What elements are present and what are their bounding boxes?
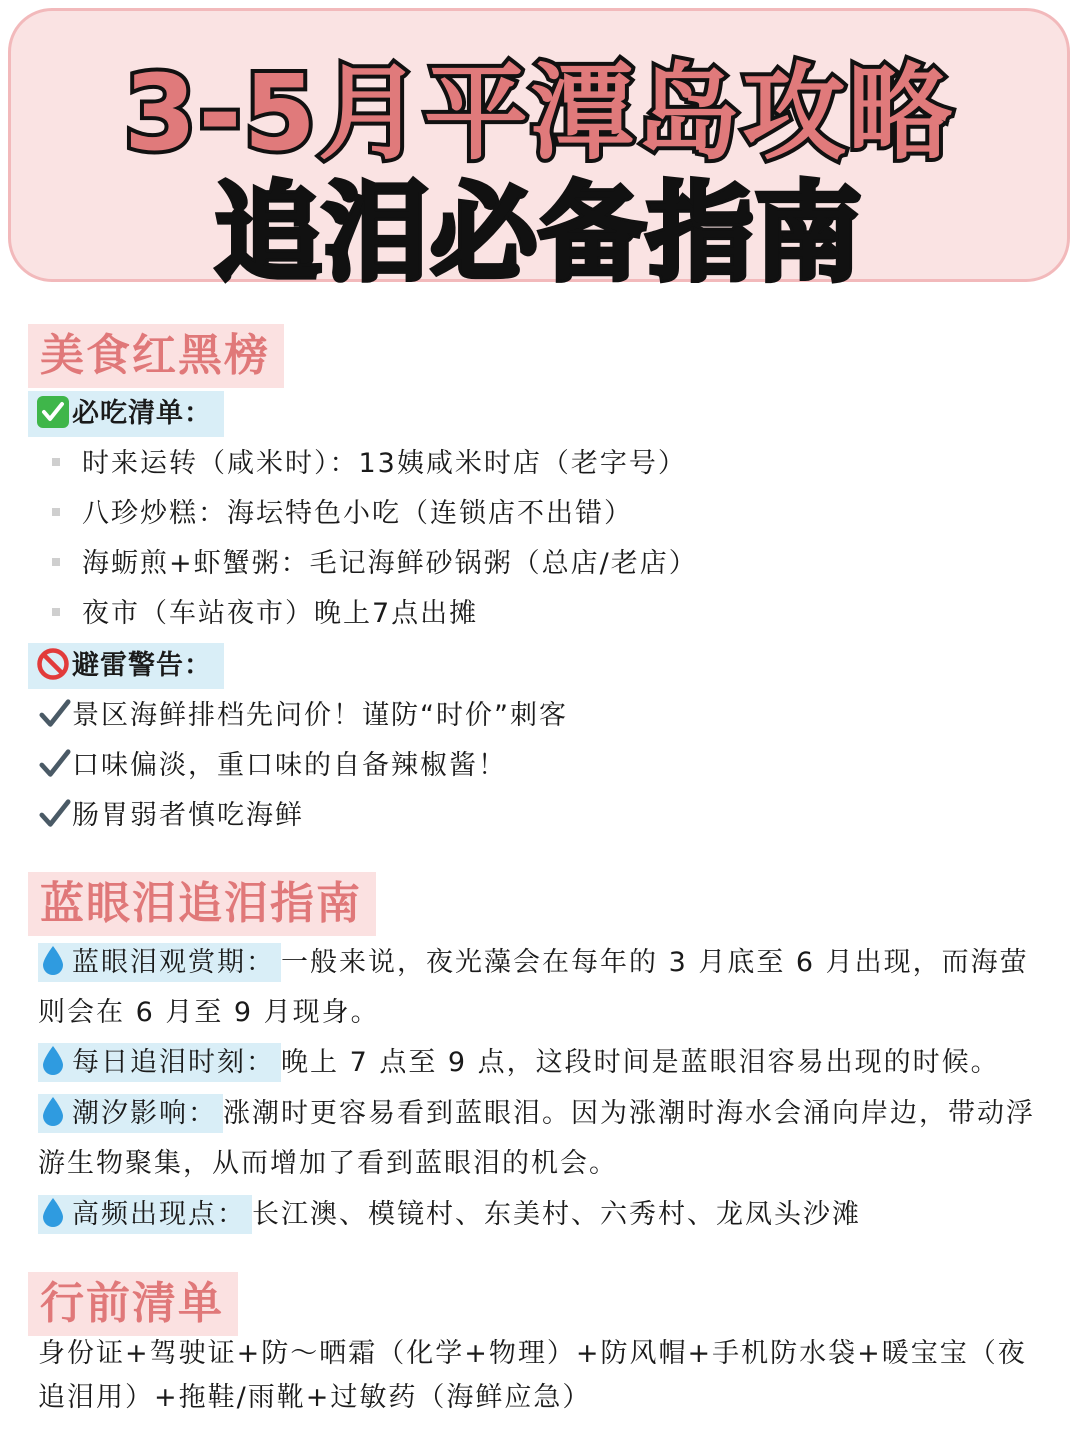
page-title: 3-5月平潭岛攻略 (124, 52, 954, 174)
list-item: 八珍炒糕：海坛特色小吃（连锁店不出错） (40, 494, 633, 534)
check-mark-button-icon (36, 395, 70, 429)
droplet-icon (40, 1044, 66, 1076)
droplet-icon (40, 944, 66, 976)
bullet-icon (52, 458, 60, 466)
must-eat-heading (28, 391, 224, 437)
food-section-heading: 美食红黑榜 (28, 324, 284, 388)
page-subtitle: 追泪必备指南 (215, 172, 863, 295)
list-item: 高频出现点： 长江澳、模镜村、东美村、六秀村、龙凤头沙滩 (38, 1190, 1048, 1240)
heavy-check-icon (38, 698, 72, 730)
heavy-check-icon (38, 798, 72, 830)
list-item: 时来运转（咸米时）：13姨咸米时店（老字号） (40, 444, 687, 484)
packing-section-heading: 行前清单 (28, 1272, 238, 1336)
droplet-icon (40, 1095, 66, 1127)
must-eat-label: 必吃清单： (72, 398, 212, 429)
highlight-label: 高频出现点： (38, 1195, 252, 1234)
title-banner (8, 8, 1070, 295)
highlight-label: 潮汐影响： (38, 1094, 223, 1133)
list-item: 口味偏淡，重口味的自备辣椒酱！ (38, 746, 507, 786)
tears-section-heading: 蓝眼泪追泪指南 (28, 872, 376, 936)
list-item: 夜市（车站夜市）晚上7点出摊 (40, 594, 478, 634)
list-item: 潮汐影响： 涨潮时更容易看到蓝眼泪。因为涨潮时海水会涌向岸边，带动浮游生物聚集，从而增加了看到蓝眼泪的机会。 (38, 1089, 1048, 1189)
list-item: 蓝眼泪观赏期： 一般来说，夜光藻会在每年的 3 月底至 6 月出现，而海萤则会在 6 月至 9 月现身。 (38, 938, 1048, 1038)
avoid-label: 避雷警告： (72, 650, 212, 681)
droplet-icon (40, 1196, 66, 1228)
bullet-icon (52, 558, 60, 566)
bullet-icon (52, 608, 60, 616)
highlight-label: 蓝眼泪观赏期： (38, 943, 281, 982)
packing-list-text: 身份证+驾驶证+防～晒霜（化学+物理）+防风帽+手机防水袋+暖宝宝（夜追泪用）+拖鞋/雨靴+过敏药（海鲜应急） (38, 1338, 1027, 1413)
prohibited-icon (36, 647, 70, 681)
highlight-label: 每日追泪时刻： (38, 1043, 281, 1082)
list-item: 每日追泪时刻： 晚上 7 点至 9 点，这段时间是蓝眼泪容易出现的时候。 (38, 1038, 1048, 1088)
avoid-heading (28, 643, 224, 689)
list-item: 海蛎煎+虾蟹粥：毛记海鲜砂锅粥（总店/老店） (40, 544, 698, 584)
bullet-icon (52, 508, 60, 516)
list-item: 肠胃弱者慎吃海鲜 (38, 796, 304, 836)
list-item: 景区海鲜排档先问价！谨防“时价”刺客 (38, 696, 568, 736)
heavy-check-icon (38, 748, 72, 780)
